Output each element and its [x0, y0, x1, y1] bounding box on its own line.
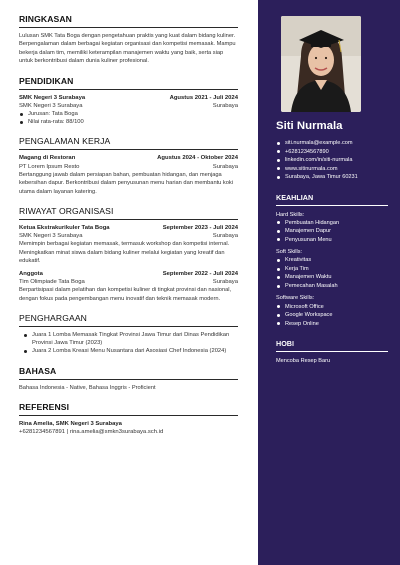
organization-text: Memimpin berbagai kegiatan memasak, termasuk workshop dan kompetisi internal. Meningkatkan minat siswa dalam bidang kuliner melalui kegiatan yang kreatif dan edukatif. [19, 241, 230, 265]
organization-period: September 2022 - Juli 2024 [162, 270, 238, 277]
list-item: Kerja Tim [276, 265, 388, 274]
contact-list [276, 139, 388, 182]
awards-title: PENGHARGAAN [19, 312, 87, 323]
list-item: Juara 2 Lomba Kreasi Menu Nusantara dari Asosiasi Chef Indonesia (2024) [23, 347, 238, 355]
divider [19, 326, 238, 327]
experience-title: PENGALAMAN KERJA [19, 136, 111, 147]
hard-skills-label: Hard Skills: [276, 211, 305, 218]
contact-linkedin[interactable]: linkedin.com/in/siti-nurmala [276, 156, 388, 165]
organization-text: Berpartisipasi dalam pelatihan dan kompetisi kuliner di tingkat provinsi dan nasional, dengan fokus pada pengembangan menu inovatif dan teknik memasak modern. [19, 287, 232, 302]
organization-role: Ketua Ekstrakurikuler Tata Boga [19, 225, 110, 232]
organization-item [19, 270, 238, 303]
profile-name: Siti Nurmala [276, 120, 343, 132]
organization-name: SMK Negeri 3 Surabaya [19, 233, 83, 240]
education-city: Surabaya [212, 102, 238, 109]
list-item: Nilai rata-rata: 88/100 [19, 118, 238, 126]
list-item: Juara 1 Lomba Memasak Tingkat Provinsi Jawa Timur dari Dinas Pendidikan Provinsi Jawa Timur (2023) [23, 331, 238, 347]
divider [19, 415, 238, 416]
organization-role: Anggota [19, 270, 43, 277]
reference-name: Rina Amelia, SMK Negeri 3 Surabaya [19, 420, 122, 427]
hard-skills-list [276, 219, 388, 245]
experience-company: PT Lorem Ipsum Resto [19, 163, 80, 170]
contact-email[interactable]: siti.nurmala@example.com [276, 139, 388, 148]
languages-title: BAHASA [19, 365, 57, 376]
reference-section [19, 402, 238, 436]
experience-role: Magang di Restoran [19, 155, 76, 162]
soft-skills-label: Soft Skills: [276, 249, 303, 256]
experience-city: Surabaya [212, 163, 238, 170]
profile-photo [281, 16, 361, 112]
divider [19, 27, 238, 28]
summary-section [19, 14, 238, 66]
divider [19, 379, 238, 380]
organization-period: September 2023 - Juli 2024 [162, 225, 238, 232]
experience-period: Agustus 2024 - Oktober 2024 [157, 155, 238, 162]
contact-address: Surabaya, Jawa Timur 60231 [276, 173, 388, 182]
organization-item [19, 224, 238, 266]
sidebar [258, 0, 400, 565]
organization-section [19, 206, 238, 303]
education-title: PENDIDIKAN [19, 75, 74, 86]
hobby-text: Mencoba Resep Baru [276, 358, 331, 365]
software-skills-label: Software Skills: [276, 295, 315, 302]
summary-text: Lulusan SMK Tata Boga dengan pengetahuan praktis yang kuat dalam bidang kuliner. Berpengalaman dalam berbagai kegiatan organisasi dan kompetisi memasak. Mampu bekerja dalam tim, memiliki keterampilan manajemen waktu yang baik, serta siap untuk berkontribusi dalam dunia kuliner profesional. [19, 33, 236, 65]
list-item: Resep Online [276, 320, 388, 329]
education-subschool: SMK Negeri 3 Surabaya [19, 102, 83, 109]
contact-phone[interactable]: +6281234567890 [276, 148, 388, 157]
graduate-portrait-image [281, 16, 361, 112]
education-school: SMK Negeri 3 Surabaya [19, 94, 86, 101]
reference-title: REFERENSI [19, 401, 70, 412]
education-section [19, 76, 238, 127]
education-details [19, 110, 238, 126]
list-item: Jurusan: Tata Boga [19, 110, 238, 118]
list-item: Google Workspace [276, 311, 388, 320]
software-skills-list [276, 303, 388, 329]
list-item: Kreativitas [276, 256, 388, 265]
organization-city: Surabaya [212, 278, 238, 285]
summary-title: RINGKASAN [19, 14, 72, 24]
divider [276, 351, 388, 352]
experience-text: Bertanggung jawab dalam persiapan bahan, pembuatan hidangan, dan menjaga kebersihan dapur. Berkontribusi dalam penyusunan menu harian dan membantu koki utama dalam layanan katering. [19, 171, 234, 195]
list-item: Manajemen Dapur [276, 227, 388, 236]
list-item: Pemecahan Masalah [276, 282, 388, 291]
skills-title: KEAHLIAN [276, 192, 314, 202]
reference-contact: +6281234567891 | rina.amelia@smkn3surabaya.sch.id [19, 429, 164, 436]
list-item: Manajemen Waktu [276, 273, 388, 282]
organization-title: RIWAYAT ORGANISASI [19, 206, 114, 217]
list-item: Pembuatan Hidangan [276, 219, 388, 228]
soft-skills-list [276, 256, 388, 290]
list-item: Penyusunan Menu [276, 236, 388, 245]
experience-section [19, 136, 238, 196]
education-period: Agustus 2021 - Juli 2024 [169, 94, 238, 101]
divider [276, 205, 388, 206]
organization-city: Surabaya [212, 233, 238, 240]
awards-section [19, 313, 238, 356]
awards-list [19, 331, 238, 356]
list-item: Microsoft Office [276, 303, 388, 312]
languages-text: Bahasa Indonesia - Native, Bahasa Inggris - Proficient [19, 384, 156, 391]
languages-section [19, 366, 238, 392]
hobby-title: HOBI [276, 339, 294, 349]
contact-website[interactable]: www.sitinurmala.com [276, 165, 388, 174]
organization-name: Tim Olimpiade Tata Boga [19, 278, 85, 285]
divider [19, 149, 238, 150]
divider [19, 89, 238, 90]
divider [19, 219, 238, 220]
